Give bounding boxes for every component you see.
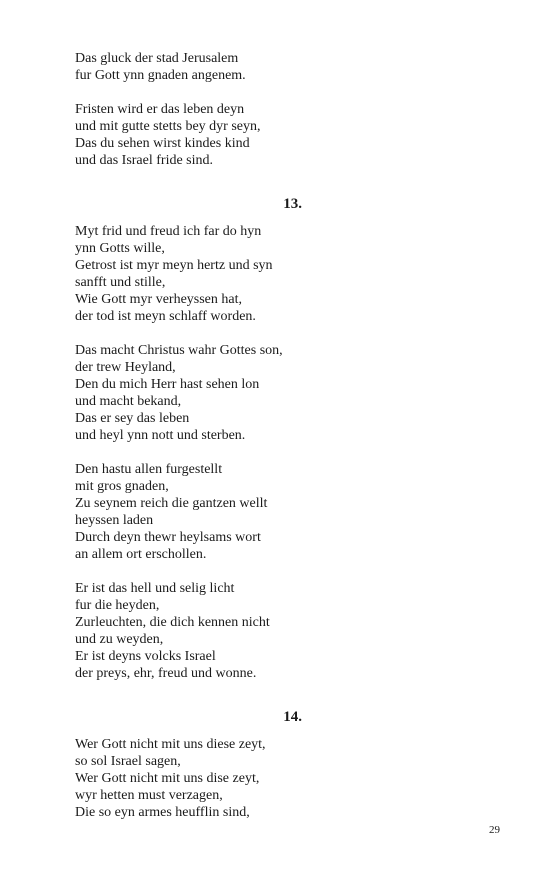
verse-line: heyssen laden (75, 513, 154, 528)
stanza (75, 736, 302, 821)
verse-line: Zurleuchten, die dich kennen nicht (75, 615, 270, 630)
hymn-number: 13. (283, 196, 302, 212)
verse-line: der trew Heyland, (75, 360, 176, 375)
verse-line: Den du mich Herr hast sehen lon (75, 377, 260, 392)
verse-line: Er ist das hell und selig licht (75, 581, 235, 596)
verse-line: Die so eyn armes heufflin sind, (75, 805, 250, 820)
verse-line: und heyl ynn nott und sterben. (75, 428, 246, 443)
verse-line: und das Israel fride sind. (75, 153, 214, 168)
verse-line: Getrost ist myr meyn hertz und syn (75, 258, 273, 273)
verse-line: der preys, ehr, freud und wonne. (75, 666, 257, 681)
verse-line: Zu seynem reich die gantzen wellt (75, 496, 268, 511)
verse-line: mit gros gnaden, (75, 479, 169, 494)
stanza (75, 50, 302, 84)
stanza (75, 223, 302, 325)
verse-line: fur Gott ynn gnaden angenem. (75, 68, 246, 83)
page-number: 29 (489, 824, 500, 836)
stanza (75, 580, 302, 682)
verse-line: Fristen wird er das leben deyn (75, 102, 245, 117)
verse-line: Wie Gott myr verheyssen hat, (75, 292, 243, 307)
verse-line: und mit gutte stetts bey dyr seyn, (75, 119, 261, 134)
verse-line: Myt frid und freud ich far do hyn (75, 224, 262, 239)
verse-line: wyr hetten must verzagen, (75, 788, 223, 803)
verse-line: Das du sehen wirst kindes kind (75, 136, 250, 151)
verse-line: sanfft und stille, (75, 275, 166, 290)
verse-line: Das er sey das leben (75, 411, 190, 426)
verse-line: fur die heyden, (75, 598, 160, 613)
verse-line: Das macht Christus wahr Gottes son, (75, 343, 283, 358)
verse-line: Wer Gott nicht mit uns dise zeyt, (75, 771, 260, 786)
verse-line: so sol Israel sagen, (75, 754, 181, 769)
verse-line: Das gluck der stad Jerusalem (75, 51, 239, 66)
verse-line: Durch deyn thewr heylsams wort (75, 530, 261, 545)
verse-line: Er ist deyns volcks Israel (75, 649, 216, 664)
verse-line: der tod ist meyn schlaff worden. (75, 309, 256, 324)
verse-line: an allem ort erschollen. (75, 547, 207, 562)
stanza (75, 461, 302, 563)
stanza (75, 101, 302, 169)
stanza (75, 342, 302, 444)
verse-line: und macht bekand, (75, 394, 182, 409)
verse-line: Wer Gott nicht mit uns diese zeyt, (75, 737, 266, 752)
page-text (75, 50, 302, 821)
verse-line: und zu weyden, (75, 632, 164, 647)
verse-line: ynn Gotts wille, (75, 241, 165, 256)
verse-line: Den hastu allen furgestellt (75, 462, 223, 477)
hymn-number: 14. (283, 709, 302, 725)
